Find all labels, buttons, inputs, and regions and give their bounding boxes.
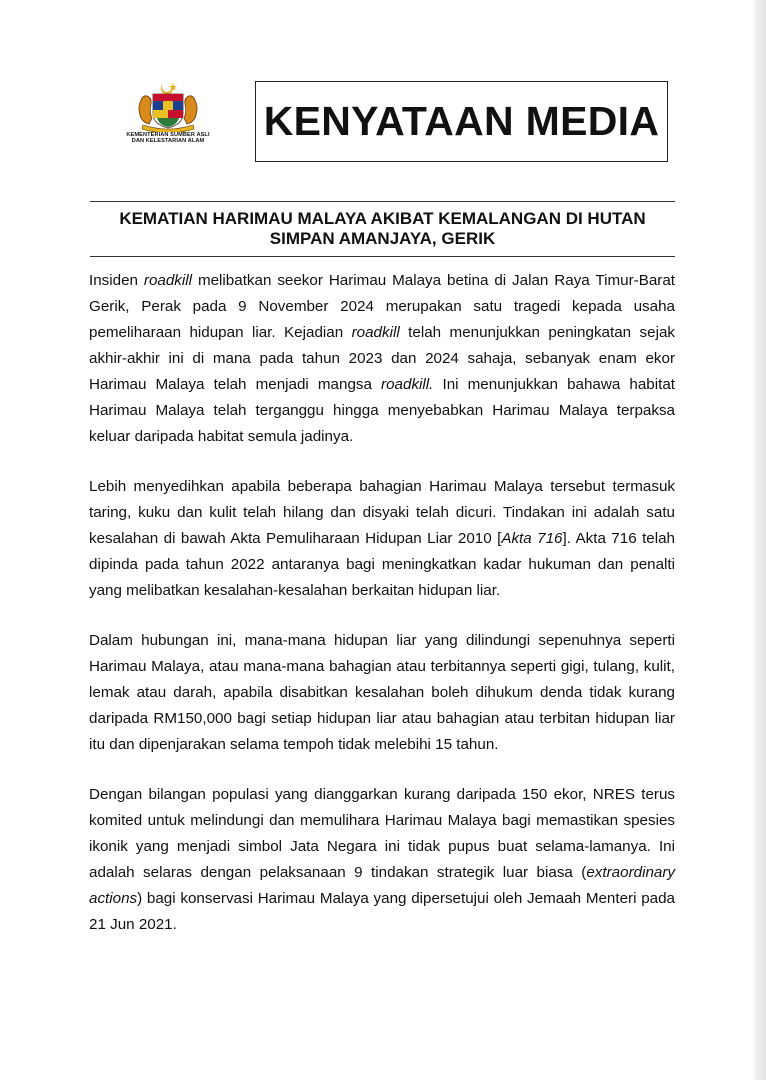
paragraph-3 [89,628,675,758]
italic-term: roadkill [351,324,400,341]
text-run: ]. Akta 716 telah dipinda pada tahun 2022 antaranya bagi meningkatkan kadar hukuman dan penalti yang melibatkan kesalahan-kesalahan berkaitan hidupan liar. [89,530,675,599]
text-run: Dalam hubungan ini, mana-mana hidupan liar yang dilindungi sepenuhnya seperti Harimau Malaya, atau mana-mana bahagian atau terbitannya seperti gigi, tulang, kulit, lemak atau darah, apabila disabitkan kesalahan boleh dihukum denda tidak kurang daripada RM150,000 bagi setiap hidupan liar atau bahagian atau terbitan hidupan liar itu dan dipenjarakan selama tempoh tidak melebihi 15 tahun. [89,632,675,753]
italic-term: roadkill. [381,376,434,393]
text-run: Dengan bilangan populasi yang dianggarkan kurang daripada 150 ekor, NRES terus komited untuk melindungi dan memulihara Harimau Malaya bagi memastikan spesies ikonik yang menjadi simbol Jata Negara ini tidak pupus buat selama-lamanya. Ini adalah selaras dengan pelaksanaan 9 tindakan strategik luar biasa ( [89,786,675,881]
text-run: melibatkan seekor Harimau Malaya betina di Jalan Raya Timur-Barat Gerik, Perak pada 9 November 2024 merupakan satu tragedi kepada usaha pemeliharaan hidupan liar. Kejadian [89,272,675,341]
paragraph-1 [89,268,675,450]
text-run: Ini menunjukkan bahawa habitat Harimau Malaya telah terganggu hingga menyebabkan Harimau Malaya terpaksa keluar daripada habitat semula jadinya. [89,376,675,445]
paragraph-4 [89,782,675,938]
text-run: Insiden [89,272,144,289]
coat-of-arms-icon [133,80,203,132]
divider-bottom [90,256,675,257]
ministry-name-line-1: KEMENTERIAN SUMBER ASLI [126,132,210,138]
ministry-name-line-2: DAN KELESTARIAN ALAM [131,138,205,145]
italic-term: extraordinary actions [89,864,675,907]
headline-line-1: KEMATIAN HARIMAU MALAYA AKIBAT KEMALANGAN DI HUTAN [119,209,646,228]
italic-term: Akta 716 [501,530,563,547]
italic-term: roadkill [143,272,193,289]
text-run: ) bagi konservasi Harimau Malaya yang dipersetujui oleh Jemaah Menteri pada 21 Jun 2021. [89,890,675,933]
document-type-title: KENYATAAN MEDIA [255,81,668,162]
text-run: telah menunjukkan peningkatan sejak akhir-akhir ini di mana pada tahun 2023 dan 2024 sahaja, sebanyak enam ekor Harimau Malaya telah menjadi mangsa [89,324,675,393]
paragraph-2 [89,474,675,604]
divider-top [90,201,675,202]
ministry-logo [112,80,224,156]
press-release-body [89,268,675,962]
text-run: Lebih menyedihkan apabila beberapa bahagian Harimau Malaya tersebut termasuk taring, kuku dan kulit telah hilang dan disyaki telah dicuri. Tindakan ini adalah satu kesalahan di bawah Akta Pemuliharaan Hidupan Liar 2010 [ [89,478,675,547]
headline [90,209,675,249]
page-edge-shadow [754,0,766,1080]
headline-line-2: SIMPAN AMANJAYA, GERIK [269,229,496,248]
